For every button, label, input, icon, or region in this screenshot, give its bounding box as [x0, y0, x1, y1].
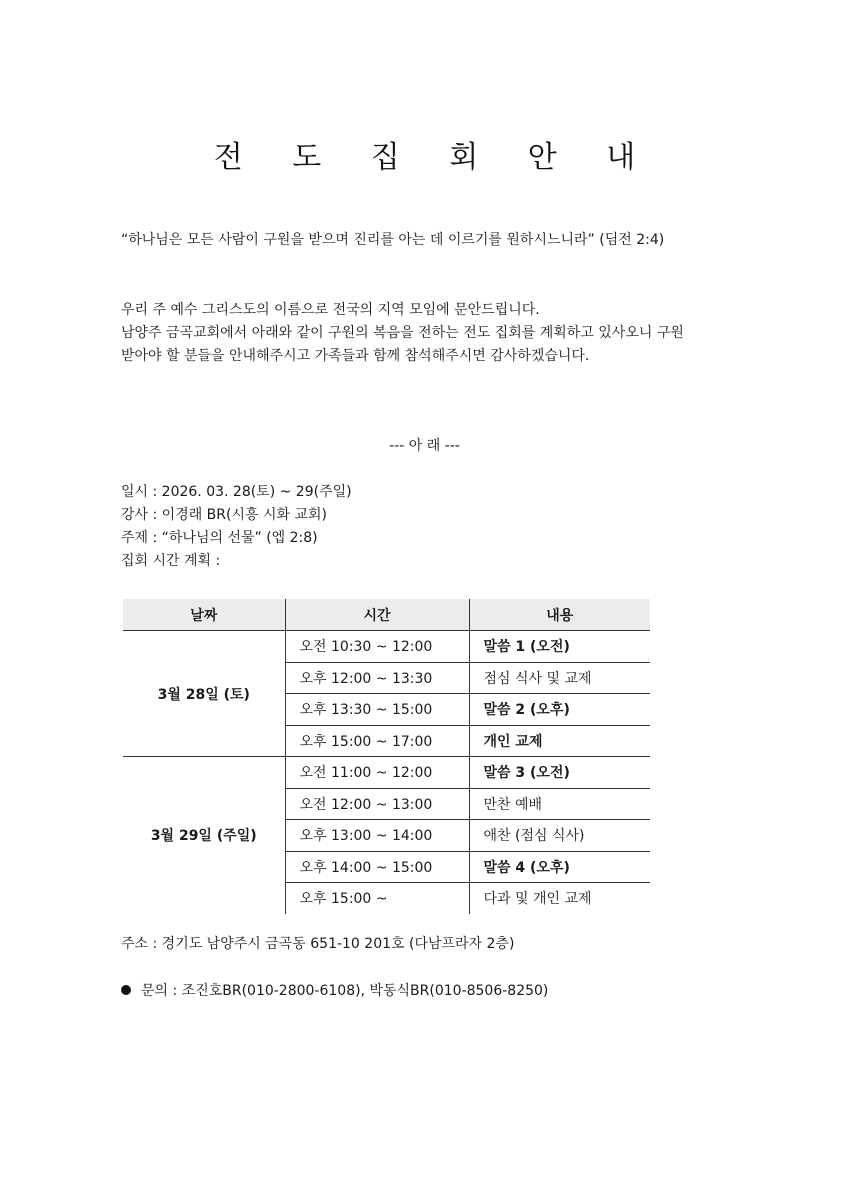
intro-line-3: 받아야 할 분들을 안내해주시고 가족들과 함께 참석해주시면 감사하겠습니다. [121, 348, 590, 364]
content-cell: 만찬 예배 [469, 788, 650, 820]
time-cell: 오전 11:00 ~ 12:00 [285, 757, 469, 789]
header-content: 내용 [469, 599, 650, 631]
content-cell: 말씀 2 (오후) [469, 694, 650, 726]
bible-verse: “하나님은 모든 사람이 구원을 받으며 진리를 아는 데 이르기를 원하시느니라” (딤전 2:4) [121, 232, 665, 248]
content-cell: 점심 식사 및 교제 [469, 662, 650, 694]
content-cell: 말씀 1 (오전) [469, 631, 650, 663]
table-header-row [123, 599, 650, 631]
time-cell: 오전 10:30 ~ 12:00 [285, 631, 469, 663]
header-date: 날짜 [123, 599, 285, 631]
address: 주소 : 경기도 남양주시 금곡동 651-10 201호 (다남프라자 2층) [121, 936, 515, 952]
time-cell: 오전 12:00 ~ 13:00 [285, 788, 469, 820]
content-cell: 개인 교제 [469, 725, 650, 757]
date-cell-day2: 3월 29일 (주일) [123, 757, 285, 914]
header-time: 시간 [285, 599, 469, 631]
time-cell: 오후 12:00 ~ 13:30 [285, 662, 469, 694]
contact-line [121, 983, 548, 999]
detail-date: 일시 : 2026. 03. 28(토) ~ 29(주일) [121, 484, 352, 500]
time-cell: 오후 13:00 ~ 14:00 [285, 820, 469, 852]
bullet-icon [121, 985, 131, 995]
detail-schedule-label: 집회 시간 계획 : [121, 553, 221, 569]
content-cell: 애찬 (점심 식사) [469, 820, 650, 852]
detail-theme: 주제 : “하나님의 선물” (엡 2:8) [121, 530, 318, 546]
content-cell: 다과 및 개인 교제 [469, 883, 650, 914]
table-row [123, 631, 650, 663]
time-cell: 오후 15:00 ~ 17:00 [285, 725, 469, 757]
page-title: 전 도 집 회 안 내 [213, 140, 656, 175]
section-separator: --- 아 래 --- [389, 438, 460, 454]
intro-line-2: 남양주 금곡교회에서 아래와 같이 구원의 복음을 전하는 전도 집회를 계획하고 있사오니 구원 [121, 325, 684, 341]
time-cell: 오후 14:00 ~ 15:00 [285, 851, 469, 883]
content-cell: 말씀 3 (오전) [469, 757, 650, 789]
intro-line-1: 우리 주 예수 그리스도의 이름으로 전국의 지역 모임에 문안드립니다. [121, 302, 540, 318]
date-cell-day1: 3월 28일 (토) [123, 631, 285, 757]
detail-speaker: 강사 : 이경래 BR(시흥 시화 교회) [121, 507, 327, 523]
schedule-table [123, 599, 650, 914]
time-cell: 오후 15:00 ~ [285, 883, 469, 914]
time-cell: 오후 13:30 ~ 15:00 [285, 694, 469, 726]
contact-text: 문의 : 조진호BR(010-2800-6108), 박동식BR(010-8506-8250) [141, 983, 549, 999]
table-row [123, 757, 650, 789]
content-cell: 말씀 4 (오후) [469, 851, 650, 883]
